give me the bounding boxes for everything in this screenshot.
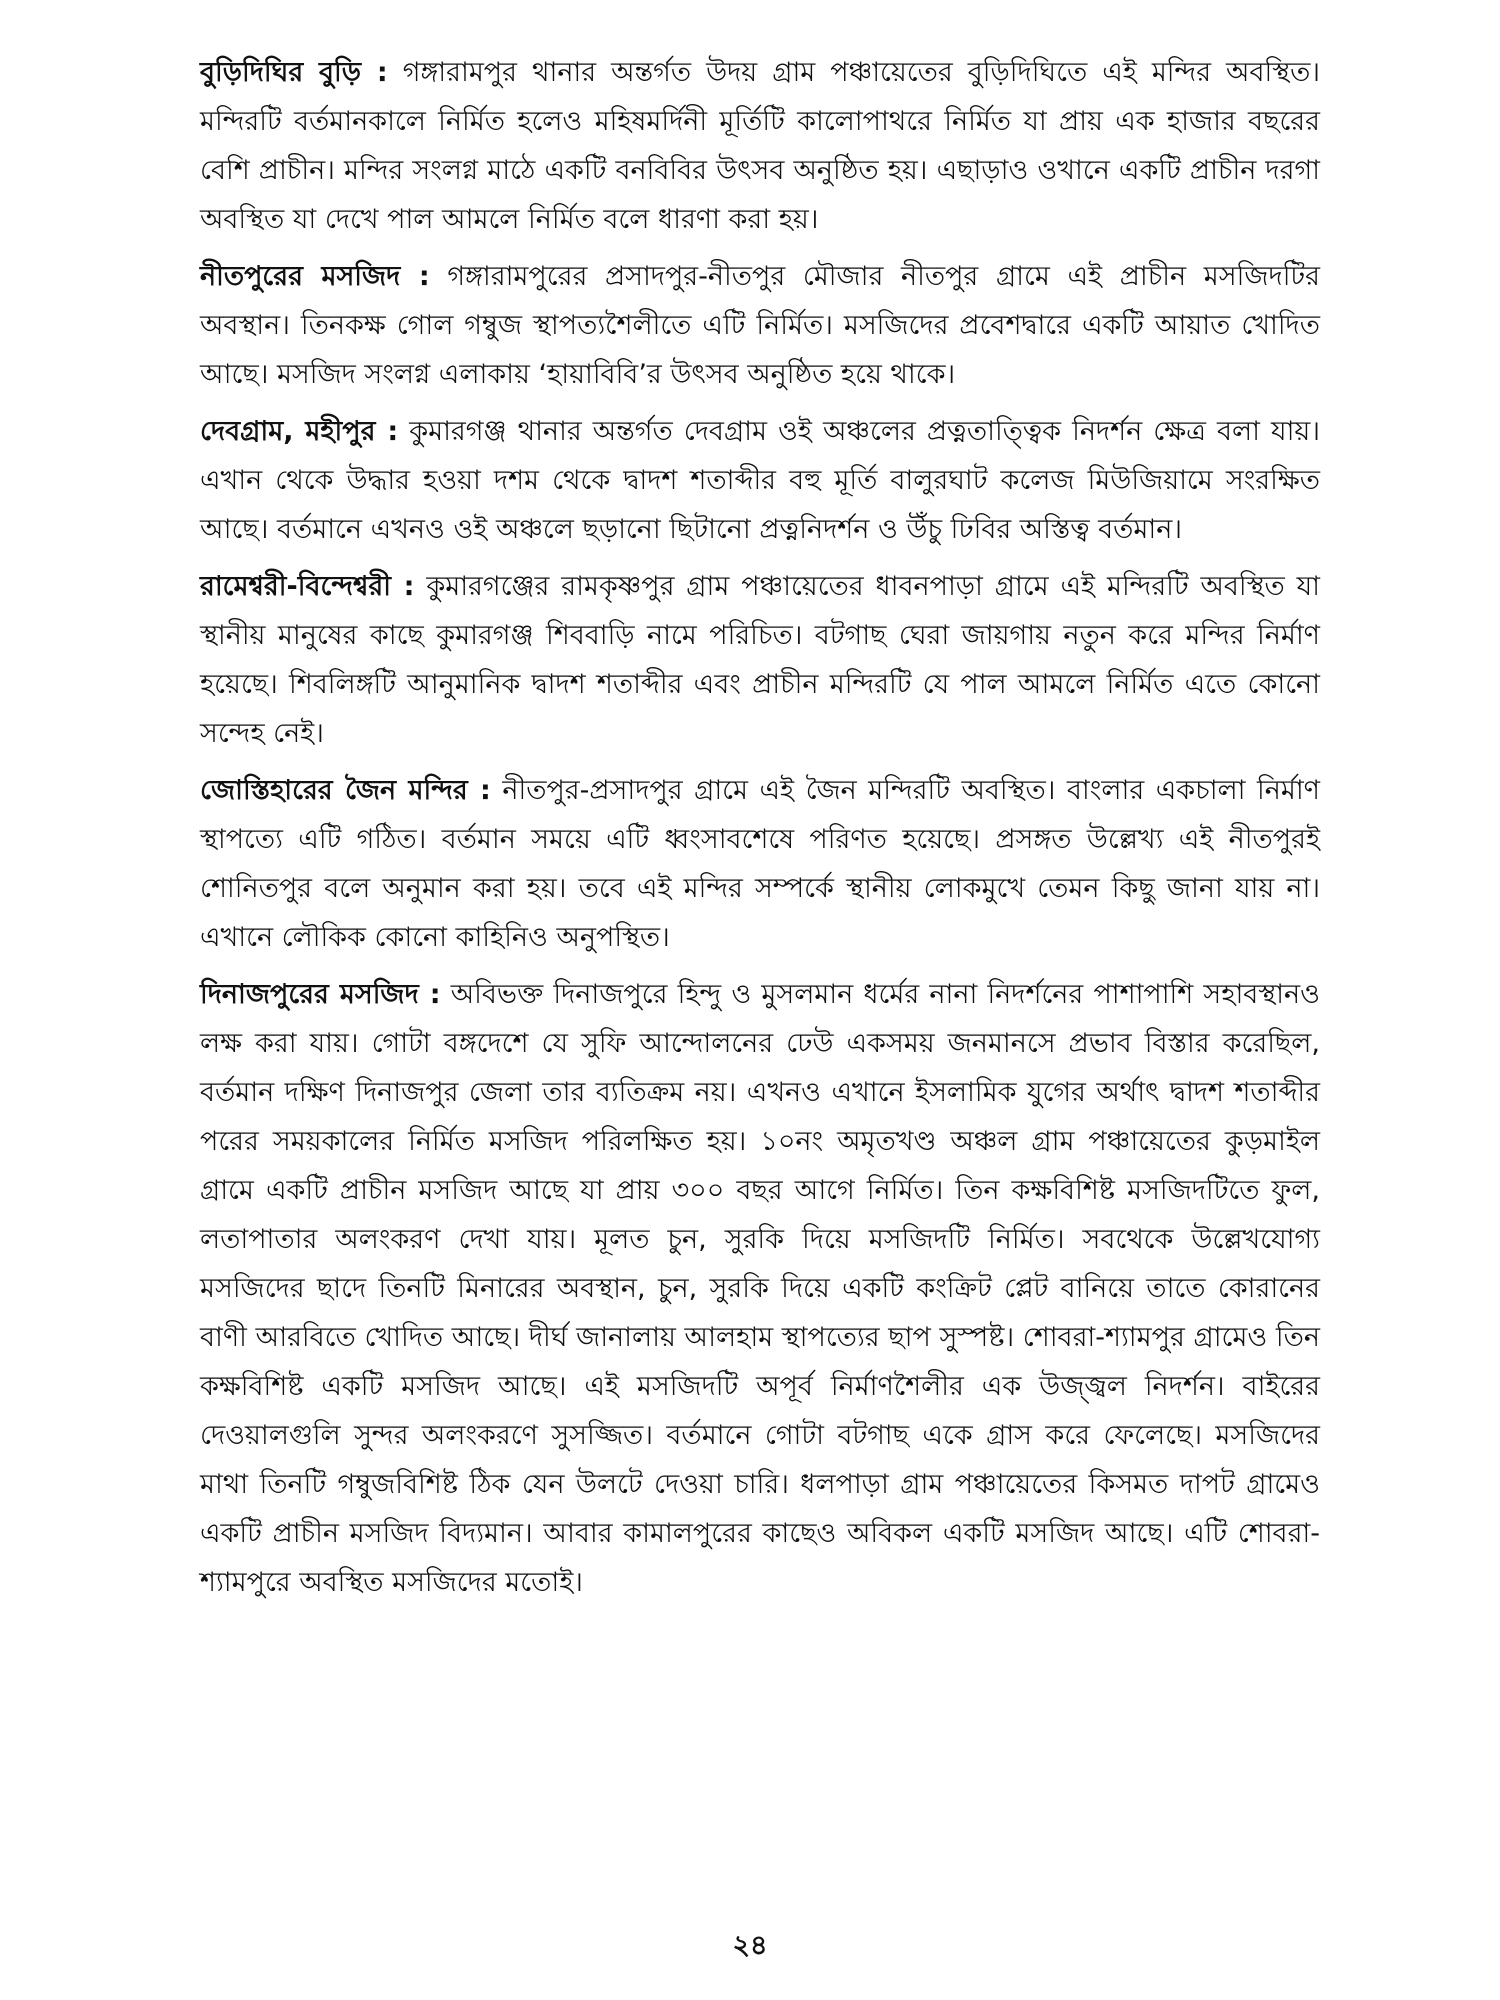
section-text: কুমারগঞ্জ থানার অন্তর্গত দেবগ্রাম ওই অঞ্চলের প্রত্নতাত্ত্বিক নিদর্শন ক্ষেত্র বলা যায়। এখান থেকে উদ্ধার হওয়া দশম থেকে দ্বাদশ শতাব্দীর বহু মূর্তি বালুরঘাট কলেজ মিউজিয়ামে সংরক্ষিত আছে। বর্তমানে এখনও ওই অঞ্চলে ছড়ানো ছিটানো প্রত্ননিদর্শন ও উঁচু ঢিবির অস্তিত্ব বর্তমান।	[200, 416, 1320, 545]
document-page	[200, 48, 1320, 1928]
section-heading: দিনাজপুরের মসজিদ :	[200, 979, 441, 1010]
page-number: ২৪	[732, 1930, 768, 1961]
section-heading: বুড়িদিঘির বুড়ি :	[200, 57, 388, 88]
section-text: গঙ্গারামপুর থানার অন্তর্গত উদয় গ্রাম পঞ্চায়েতের বুড়িদিঘিতে এই মন্দির অবস্থিত। মন্দিরটি বর্তমানকালে নির্মিত হলেও মহিষমর্দিনী মূর্তিটি কালোপাথরে নির্মিত যা প্রায় এক হাজার বছরের বেশি প্রাচীন। মন্দির সংলগ্ন মাঠে একটি বনবিবির উৎসব অনুষ্ঠিত হয়। এছাড়াও ওখানে একটি প্রাচীন দরগা অবস্থিত যা দেখে পাল আমলে নির্মিত বলে ধারণা করা হয়।	[200, 57, 1320, 235]
section-heading: রামেশ্বরী-বিন্দেশ্বরী :	[200, 571, 415, 602]
section-text: গঙ্গারামপুরের প্রসাদপুর-নীতপুর মৌজার নীতপুর গ্রামে এই প্রাচীন মসজিদটির অবস্থান। তিনকক্ষ গোল গম্বুজ স্থাপত্যশৈলীতে এটি নির্মিত। মসজিদের প্রবেশদ্বারে একটি আয়াত খোদিত আছে। মসজিদ সংলগ্ন এলাকায় ‘হায়াবিবি’র উৎসব অনুষ্ঠিত হয়ে থাকে।	[200, 261, 1320, 390]
section-text: অবিভক্ত দিনাজপুরে হিন্দু ও মুসলমান ধর্মের নানা নিদর্শনের পাশাপাশি সহাবস্থানও লক্ষ করা যায়। গোটা বঙ্গদেশে যে সুফি আন্দোলনের ঢেউ একসময় জনমানসে প্রভাব বিস্তার করেছিল, বর্তমান দক্ষিণ দিনাজপুর জেলা তার ব্যতিক্রম নয়। এখনও এখানে ইসলামিক যুগের অর্থাৎ দ্বাদশ শতাব্দীর পরের সময়কালের নির্মিত মসজিদ পরিলক্ষিত হয়। ১০নং অমৃতখণ্ড অঞ্চল গ্রাম পঞ্চায়েতের কুড়মাইল গ্রামে একটি প্রাচীন মসজিদ আছে যা প্রায় ৩০০ বছর আগে নির্মিত। তিন কক্ষবিশিষ্ট মসজিদটিতে ফুল, লতাপাতার অলংকরণ দেখা যায়। মূলত চুন, সুরকি দিয়ে মসজিদটি নির্মিত। সবথেকে উল্লেখযোগ্য মসজিদের ছাদে তিনটি মিনারের অবস্থান, চুন, সুরকি দিয়ে একটি কংক্রিট প্লেট বানিয়ে তাতে কোরানের বাণী আরবিতে খোদিত আছে। দীর্ঘ জানালায় আলহাম স্থাপত্যের ছাপ সুস্পষ্ট। শোবরা-শ্যামপুর গ্রামেও তিন কক্ষবিশিষ্ট একটি মসজিদ আছে। এই মসজিদটি অপূর্ব নির্মাণশৈলীর এক উজ্জ্বল নিদর্শন। বাইরের দেওয়ালগুলি সুন্দর অলংকরণে সুসজ্জিত। বর্তমানে গোটা বটগাছ একে গ্রাস করে ফেলেছে। মসজিদের মাথা তিনটি গম্বুজবিশিষ্ট ঠিক যেন উলটে দেওয়া চারি। ধলপাড়া গ্রাম পঞ্চায়েতের কিসমত দাপট গ্রামেও একটি প্রাচীন মসজিদ বিদ্যমান। আবার কামালপুরের কাছেও অবিকল একটি মসজিদ আছে। এটি শোবরা-শ্যামপুরে অবস্থিত মসজিদের মতোই।	[200, 979, 1320, 1598]
section-heading: জোস্তিহারের জৈন মন্দির :	[200, 775, 491, 806]
section-budidighir-budi	[200, 48, 1320, 244]
section-nitpur-mosque	[200, 252, 1320, 399]
section-rameshwari-bindeshwari	[200, 562, 1320, 758]
section-text: কুমারগঞ্জের রামকৃষ্ণপুর গ্রাম পঞ্চায়েতের ধাবনপাড়া গ্রামে এই মন্দিরটি অবস্থিত যা স্থানীয় মানুষের কাছে কুমারগঞ্জ শিববাড়ি নামে পরিচিত। বটগাছ ঘেরা জায়গায় নতুন করে মন্দির নির্মাণ হয়েছে। শিবলিঙ্গটি আনুমানিক দ্বাদশ শতাব্দীর এবং প্রাচীন মন্দিরটি যে পাল আমলে নির্মিত এতে কোনো সন্দেহ নেই।	[200, 571, 1320, 749]
section-heading: দেবগ্রাম, মহীপুর :	[200, 416, 399, 447]
section-text: নীতপুর-প্রসাদপুর গ্রামে এই জৈন মন্দিরটি অবস্থিত। বাংলার একচালা নির্মাণ স্থাপত্যে এটি গঠিত। বর্তমান সময়ে এটি ধ্বংসাবশেষে পরিণত হয়েছে। প্রসঙ্গত উল্লেখ্য এই নীতপুরই শোনিতপুর বলে অনুমান করা হয়। তবে এই মন্দির সম্পর্কে স্থানীয় লোকমুখে তেমন কিছু জানা যায় না। এখানে লৌকিক কোনো কাহিনিও অনুপস্থিত।	[200, 775, 1320, 953]
section-jostihar-jain-temple	[200, 766, 1320, 962]
section-heading: নীতপুরের মসজিদ :	[200, 261, 430, 292]
section-dinajpur-mosque	[200, 970, 1320, 1607]
section-debgram-mahipur	[200, 407, 1320, 554]
